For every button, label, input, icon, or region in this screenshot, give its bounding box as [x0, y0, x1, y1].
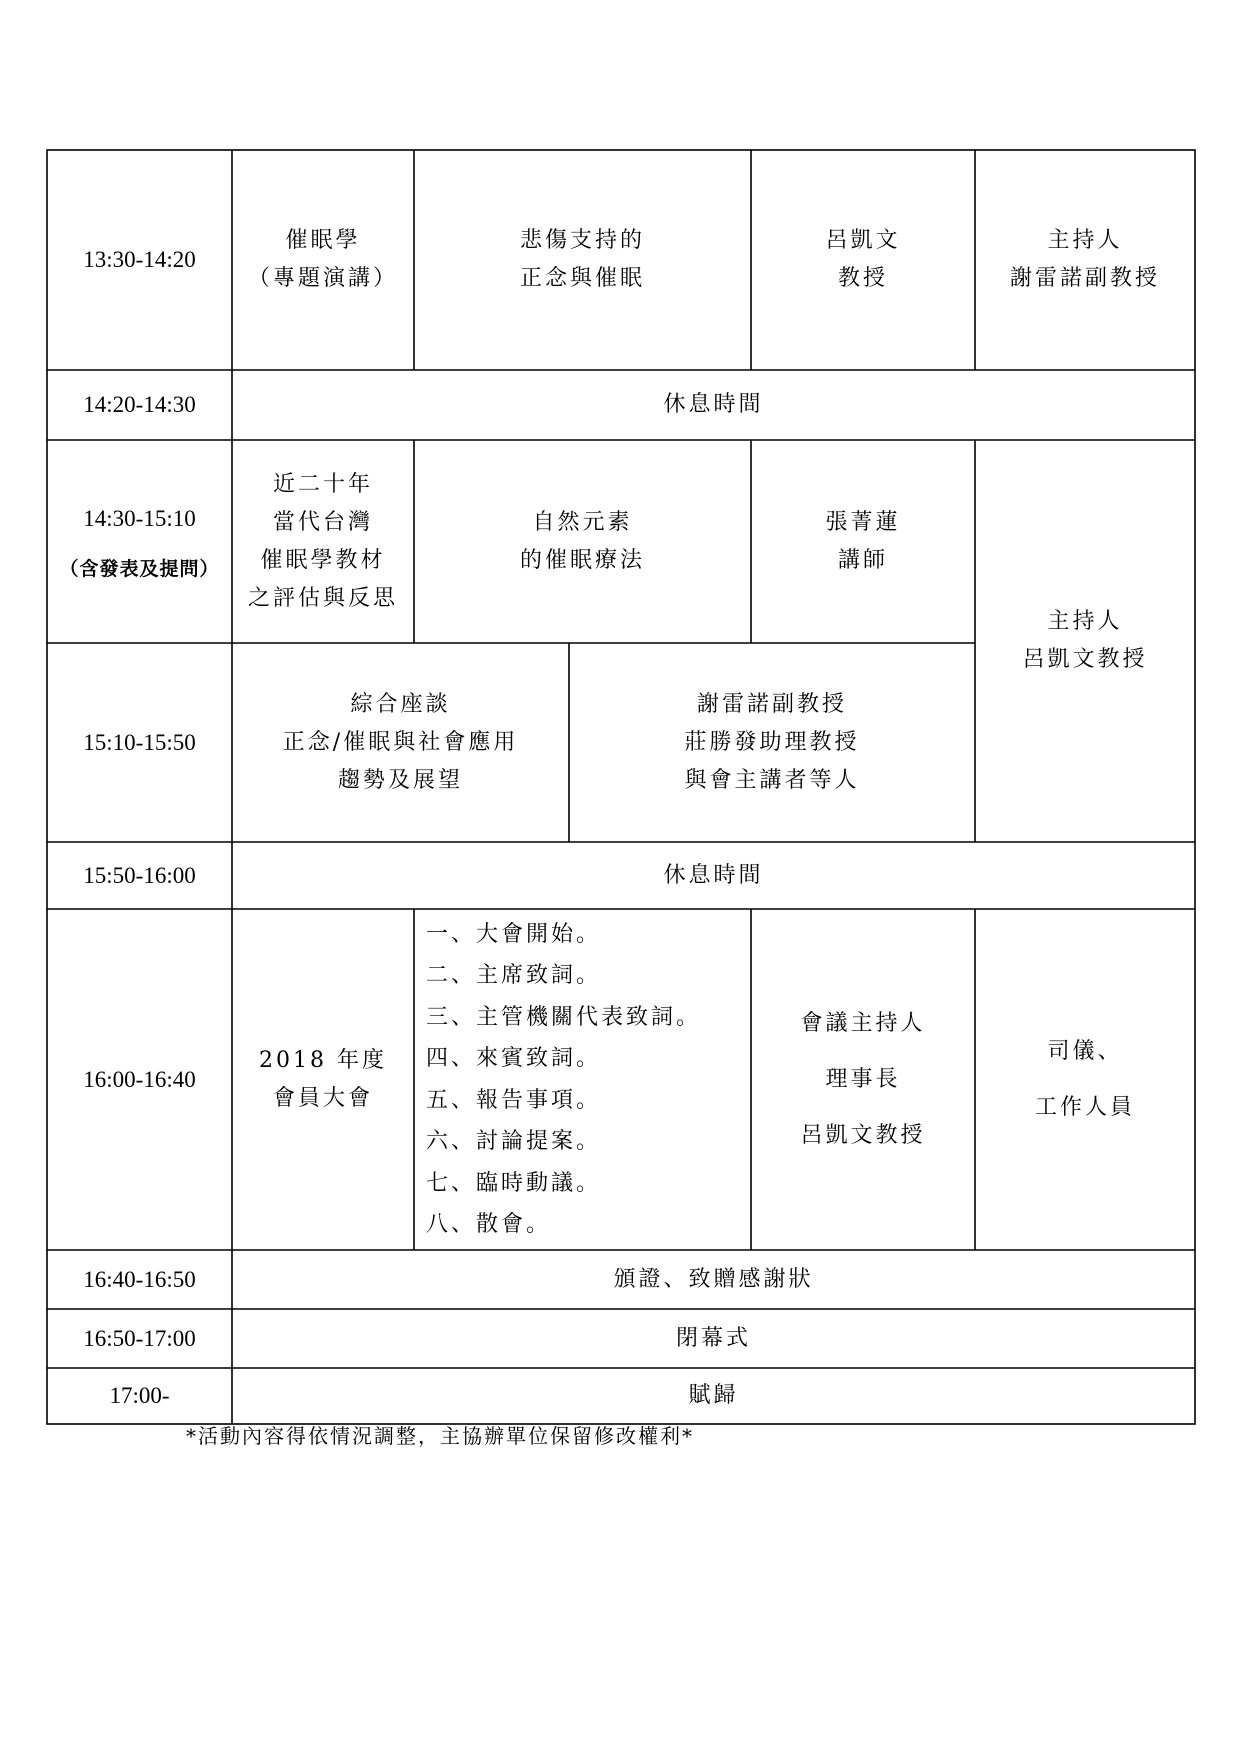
session2-speaker — [751, 440, 975, 643]
assembly-chair-line: 理事長 — [825, 1066, 901, 1092]
assembly-chair — [751, 909, 975, 1250]
break1-time-text: 14:20-14:30 — [83, 392, 196, 417]
footnote: *活動內容得依情況調整，主協辦單位保留修改權利* — [186, 1424, 694, 1448]
break2-label — [232, 842, 1195, 909]
assembly-time-text: 16:00-16:40 — [83, 1066, 196, 1092]
break2-time — [47, 842, 232, 909]
closing-label-text: 閉幕式 — [675, 1325, 751, 1351]
agenda-item: 四、來賓致詞。 — [426, 1046, 602, 1071]
shared-host-line: 主持人 — [1047, 609, 1123, 634]
session2-type-line: 催眠學教材 — [260, 547, 386, 573]
shared-host-line: 呂凱文教授 — [1022, 647, 1148, 672]
session2-time — [47, 440, 232, 643]
session1-topic — [414, 150, 751, 370]
session1-type — [232, 150, 414, 370]
session1-type-line: （專題演講） — [247, 266, 398, 291]
certificates-label-text: 頒證、致贈感謝狀 — [613, 1266, 814, 1292]
session3-topic — [232, 643, 569, 842]
session1-speaker-line: 呂凱文 — [825, 228, 901, 253]
session3-topic-line: 趨勢及展望 — [337, 767, 463, 793]
depart-time — [47, 1368, 232, 1424]
depart-label — [232, 1368, 1195, 1424]
assembly-agenda — [414, 909, 751, 1250]
session3-time-text: 15:10-15:50 — [83, 729, 196, 755]
session2-type-line: 之評估與反思 — [247, 585, 398, 611]
session2-topic-line: 自然元素 — [532, 509, 633, 535]
session2-type-line: 當代台灣 — [272, 509, 373, 535]
break1-time — [47, 370, 232, 440]
session2-type — [232, 440, 414, 643]
session3-speakers — [569, 643, 975, 842]
session1-speaker-line: 教授 — [837, 266, 888, 291]
certificates-time — [47, 1250, 232, 1309]
assembly-chair-line: 呂凱文教授 — [800, 1122, 926, 1148]
session1-speaker — [751, 150, 975, 370]
session3-speaker-line: 與會主講者等人 — [684, 767, 860, 793]
session1-host-line: 謝雷諾副教授 — [1009, 266, 1160, 291]
session3-time — [47, 643, 232, 842]
session2-time-text: 14:30-15:10 — [83, 505, 196, 531]
break2-label-text: 休息時間 — [663, 862, 764, 888]
closing-time — [47, 1309, 232, 1368]
session2-topic-line: 的催眠療法 — [519, 547, 645, 573]
session3-topic-line: 綜合座談 — [350, 691, 451, 717]
session3-speaker-line: 謝雷諾副教授 — [696, 691, 847, 717]
break2-time-text: 15:50-16:00 — [83, 862, 196, 888]
assembly-title-line: 會員大會 — [272, 1085, 373, 1111]
assembly-staff — [975, 909, 1195, 1250]
session2-speaker-line: 張菁蓮 — [825, 509, 901, 535]
session2-type-line: 近二十年 — [272, 471, 373, 497]
agenda-item: 三、主管機關代表致詞。 — [426, 1004, 702, 1030]
agenda-item: 六、討論提案。 — [426, 1129, 602, 1154]
agenda-item: 二、主席致詞。 — [426, 963, 602, 988]
session2-topic — [414, 440, 751, 643]
agenda-item: 七、臨時動議。 — [426, 1170, 602, 1196]
closing-label — [232, 1309, 1195, 1368]
shared-host — [975, 440, 1195, 842]
break1-label-text: 休息時間 — [663, 392, 764, 417]
session1-topic-line: 正念與催眠 — [519, 266, 645, 291]
depart-label-text: 賦歸 — [688, 1383, 739, 1408]
assembly-title-line: 2018 年度 — [259, 1047, 387, 1073]
depart-time-text: 17:00- — [109, 1383, 170, 1408]
session1-host-line: 主持人 — [1047, 228, 1123, 253]
break1-label — [232, 370, 1195, 440]
certificates-time-text: 16:40-16:50 — [83, 1266, 196, 1292]
agenda-item: 五、報告事項。 — [426, 1087, 602, 1113]
session1-type-line: 催眠學 — [285, 228, 361, 253]
assembly-time — [47, 909, 232, 1250]
assembly-staff-line: 司儀、 — [1047, 1038, 1123, 1064]
session1-host — [975, 150, 1195, 370]
session1-topic-line: 悲傷支持的 — [519, 228, 645, 253]
session3-speaker-line: 莊勝發助理教授 — [684, 729, 860, 755]
session2-note: （含發表及提問） — [59, 557, 220, 580]
session2-speaker-line: 講師 — [837, 547, 888, 573]
certificates-label — [232, 1250, 1195, 1309]
session1-time-text: 13:30-14:20 — [83, 247, 196, 272]
session3-topic-line: 正念/催眠與社會應用 — [282, 729, 519, 755]
session1-time — [47, 150, 232, 370]
assembly-title — [232, 909, 414, 1250]
assembly-staff-line: 工作人員 — [1034, 1094, 1135, 1120]
closing-time-text: 16:50-17:00 — [83, 1325, 196, 1351]
agenda-item: 一、大會開始。 — [426, 921, 602, 947]
assembly-chair-line: 會議主持人 — [800, 1010, 926, 1036]
agenda-item: 八、散會。 — [426, 1212, 552, 1237]
